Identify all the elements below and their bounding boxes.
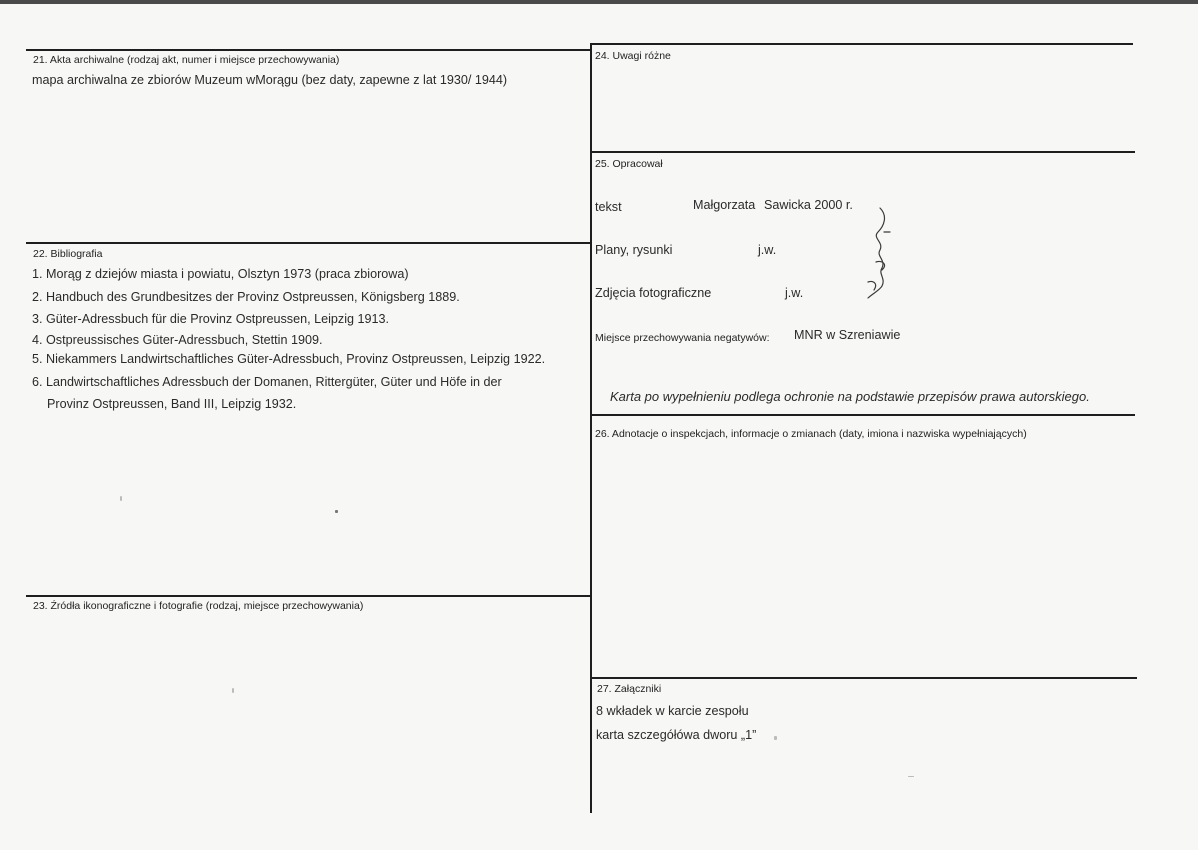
- rule-top-left: [26, 49, 590, 51]
- rule-section-27: [590, 677, 1137, 679]
- tekst-label: tekst: [595, 200, 622, 214]
- scan-speck: [232, 688, 234, 693]
- scan-speck: [774, 736, 777, 740]
- attachment-item: karta szczegółówa dworu „1”: [596, 728, 757, 742]
- rule-section-25: [590, 151, 1135, 153]
- rule-center-vertical: [590, 43, 592, 813]
- author-surname-year: Sawicka 2000 r.: [764, 198, 853, 212]
- bibliography-item: 3. Güter-Adressbuch für die Provinz Ostpreussen, Leipzig 1913.: [32, 312, 390, 326]
- zdjecia-value: j.w.: [785, 286, 804, 300]
- bibliography-item: 5. Niekammers Landwirtschaftliches Güter-Adressbuch, Provinz Ostpreussen, Leipzig 1922.: [32, 352, 546, 366]
- attachment-item: 8 wkładek w karcie zespołu: [596, 704, 749, 718]
- section-27-label: 27. Załączniki: [597, 683, 662, 695]
- bibliography-item: 6. Landwirtschaftliches Adressbuch der Domanen, Rittergüter, Güter und Höfe in der: [32, 375, 502, 389]
- section-24-label: 24. Uwagi różne: [595, 50, 671, 62]
- bibliography-item: 2. Handbuch des Grundbesitzes der Provinz Ostpreussen, Königsberg 1889.: [32, 290, 460, 304]
- section-26-label: 26. Adnotacje o inspekcjach, informacje o zmianach (daty, imiona i nazwiska wypełniających): [595, 428, 1027, 440]
- plany-value: j.w.: [758, 243, 777, 257]
- scan-speck: [908, 776, 914, 777]
- section-21-value: mapa archiwalna ze zbiorów Muzeum wMorągu (bez daty, zapewne z lat 1930/ 1944): [32, 73, 508, 87]
- negatywy-value: MNR w Szreniawie: [794, 328, 901, 342]
- section-23-label: 23. Źródła ikonograficzne i fotografie (rodzaj, miejsce przechowywania): [33, 600, 364, 612]
- plany-label: Plany, rysunki: [595, 243, 673, 257]
- zdjecia-label: Zdjęcia fotograficzne: [595, 286, 712, 300]
- section-21-label: 21. Akta archiwalne (rodzaj akt, numer i miejsce przechowywania): [33, 54, 340, 66]
- rule-section-23: [26, 595, 590, 597]
- bibliography-item-continued: Provinz Ostpreussen, Band III, Leipzig 1932.: [47, 397, 297, 411]
- bibliography-item: 1. Morąg z dziejów miasta i powiatu, Olsztyn 1973 (praca zbiorowa): [32, 267, 409, 281]
- scan-speck: [335, 510, 338, 513]
- bibliography-item: 4. Ostpreussisches Güter-Adressbuch, Stettin 1909.: [32, 333, 323, 347]
- scan-top-edge: [0, 0, 1198, 4]
- scan-speck: [120, 496, 122, 501]
- copyright-note: Karta po wypełnieniu podlega ochronie na podstawie przepisów prawa autorskiego.: [610, 389, 1090, 404]
- section-25-label: 25. Opracował: [595, 158, 663, 170]
- author-name: Małgorzata: [693, 198, 756, 212]
- handwritten-signature: [858, 202, 898, 302]
- section-22-label: 22. Bibliografia: [33, 248, 103, 260]
- rule-top-right: [590, 43, 1133, 45]
- negatywy-label: Miejsce przechowywania negatywów:: [595, 332, 770, 344]
- rule-section-26: [590, 414, 1135, 416]
- rule-section-22: [26, 242, 590, 244]
